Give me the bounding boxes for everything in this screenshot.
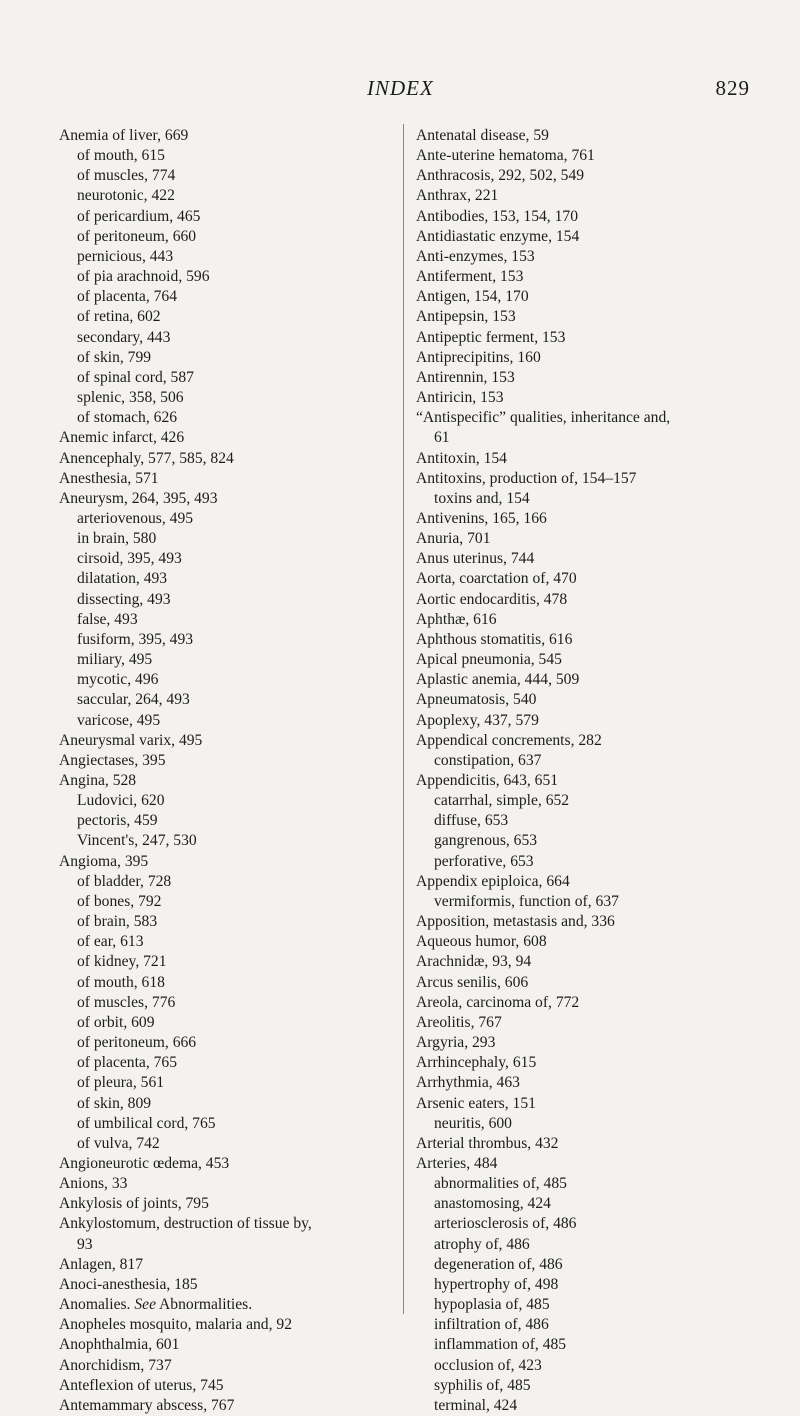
index-entry: Anopheles mosquito, malaria and, 92 (59, 1316, 292, 1334)
index-entry: Ankylostomum, destruction of tissue by, (59, 1215, 312, 1233)
index-subentry: of pleura, 561 (77, 1074, 165, 1092)
index-subentry: of skin, 799 (77, 348, 152, 366)
index-subentry: neurotonic, 422 (77, 187, 175, 205)
index-entry: Antenatal disease, 59 (416, 127, 549, 144)
index-entry-continuation: 61 (434, 429, 450, 447)
index-subentry: inflammation of, 485 (434, 1336, 567, 1354)
index-entry: Aneurysmal varix, 495 (59, 731, 203, 749)
index-subentry: in brain, 580 (77, 530, 157, 548)
index-entry: Arteries, 484 (416, 1154, 498, 1172)
index-subentry: of bones, 792 (77, 892, 162, 910)
index-entry: Anlagen, 817 (59, 1255, 144, 1273)
index-subentry: of pia arachnoid, 596 (77, 268, 210, 286)
index-entry: Appendical concrements, 282 (416, 731, 602, 749)
index-subentry: degeneration of, 486 (434, 1255, 563, 1273)
index-entry: Apposition, metastasis and, 336 (416, 913, 615, 931)
index-entry: Apoplexy, 437, 579 (416, 711, 539, 729)
index-entry: Antirennin, 153 (416, 368, 515, 386)
index-subentry: toxins and, 154 (434, 489, 530, 507)
index-entry: Anophthalmia, 601 (59, 1336, 180, 1354)
index-subentry: syphilis of, 485 (434, 1376, 531, 1394)
index-subentry: of placenta, 765 (77, 1054, 178, 1072)
index-entry: Areola, carcinoma of, 772 (416, 993, 580, 1011)
index-subentry: diffuse, 653 (434, 812, 509, 830)
page-header (0, 76, 800, 106)
index-subentry: of stomach, 626 (77, 409, 178, 427)
index-subentry: of bladder, 728 (77, 872, 172, 890)
index-subentry: pectoris, 459 (77, 812, 158, 830)
index-entry: Anoci-anesthesia, 185 (59, 1275, 198, 1293)
index-subentry: of orbit, 609 (77, 1013, 155, 1031)
index-subentry: terminal, 424 (434, 1396, 518, 1414)
index-entry: Angiectases, 395 (59, 751, 166, 769)
index-subentry: dilatation, 493 (77, 570, 168, 588)
index-entry: Angioneurotic œdema, 453 (59, 1154, 230, 1172)
index-subentry: atrophy of, 486 (434, 1235, 530, 1253)
index-entry: Anti-enzymes, 153 (416, 247, 535, 265)
index-subentry: hypoplasia of, 485 (434, 1296, 550, 1314)
index-subentry: splenic, 358, 506 (77, 389, 184, 407)
index-entry: Anions, 33 (59, 1175, 128, 1193)
index-subentry: of ear, 613 (77, 933, 144, 951)
index-subentry: secondary, 443 (77, 328, 171, 346)
index-entry: Antivenins, 165, 166 (416, 509, 547, 527)
index-subentry: anastomosing, 424 (434, 1195, 551, 1213)
index-entry: Antitoxin, 154 (416, 449, 507, 467)
index-entry: Anus uterinus, 744 (416, 550, 535, 568)
index-entry: Antipeptic ferment, 153 (416, 328, 566, 346)
index-subentry: constipation, 637 (434, 751, 542, 769)
index-subentry: saccular, 264, 493 (77, 691, 190, 709)
index-subentry: occlusion of, 423 (434, 1356, 542, 1374)
index-entry: Apical pneumonia, 545 (416, 651, 562, 669)
index-subentry: neuritis, 600 (434, 1114, 512, 1132)
index-subentry: of skin, 809 (77, 1094, 152, 1112)
index-subentry: hypertrophy of, 498 (434, 1275, 559, 1293)
index-subentry: false, 493 (77, 610, 138, 628)
index-subentry: mycotic, 496 (77, 671, 159, 689)
index-entry: Antitoxins, production of, 154–157 (416, 469, 637, 487)
index-subentry: Ludovici, 620 (77, 792, 165, 810)
index-entry: Areolitis, 767 (416, 1013, 502, 1031)
index-entry: Antigen, 154, 170 (416, 288, 529, 306)
index-subentry: gangrenous, 653 (434, 832, 538, 850)
index-subentry: of placenta, 764 (77, 288, 178, 306)
index-subentry: of brain, 583 (77, 913, 158, 931)
index-entry: Aqueous humor, 608 (416, 933, 547, 951)
index-entry: Anteflexion of uterus, 745 (59, 1376, 224, 1394)
index-entry: Arcus senilis, 606 (416, 973, 529, 991)
index-subentry: vermiformis, function of, 637 (434, 892, 619, 910)
running-title: INDEX (367, 76, 434, 100)
index-subentry: of mouth, 615 (77, 147, 165, 165)
index-subentry: of muscles, 774 (77, 167, 176, 185)
index-column-right (404, 126, 791, 1416)
index-entry: Appendix epiploica, 664 (416, 872, 570, 890)
index-entry: Antibodies, 153, 154, 170 (416, 207, 578, 225)
index-subentry: abnormalities of, 485 (434, 1175, 567, 1193)
index-entry: Arrhythmia, 463 (416, 1074, 520, 1092)
index-subentry: perforative, 653 (434, 852, 534, 870)
index-entry: Aortic endocarditis, 478 (416, 590, 568, 608)
index-entry: Anthracosis, 292, 502, 549 (416, 167, 585, 185)
index-entry: Angina, 528 (59, 772, 137, 789)
index-subentry: varicose, 495 (77, 711, 161, 729)
index-entry: Ante-uterine hematoma, 761 (416, 147, 595, 165)
index-entry: Appendicitis, 643, 651 (416, 772, 559, 789)
index-subentry: of mouth, 618 (77, 973, 165, 991)
index-subentry: arteriovenous, 495 (77, 509, 194, 527)
index-entry: Aphthous stomatitis, 616 (416, 630, 573, 648)
index-entry: Apneumatosis, 540 (416, 691, 537, 709)
index-entry: Anencephaly, 577, 585, 824 (59, 449, 234, 467)
page-number: 829 (715, 76, 750, 100)
index-subentry: of peritoneum, 660 (77, 227, 197, 245)
index-subentry: of retina, 602 (77, 308, 161, 326)
index-entry: Antidiastatic enzyme, 154 (416, 227, 580, 245)
index-entry: Ankylosis of joints, 795 (59, 1195, 209, 1213)
index-entry: Anemia of liver, 669 (59, 127, 189, 144)
index-entry: Antiprecipitins, 160 (416, 348, 541, 366)
index-subentry: fusiform, 395, 493 (77, 630, 194, 648)
index-entry: Argyria, 293 (416, 1034, 496, 1052)
index-subentry: of kidney, 721 (77, 953, 167, 971)
index-entry: Aphthæ, 616 (416, 610, 497, 628)
index-subentry: arteriosclerosis of, 486 (434, 1215, 577, 1233)
index-entry: Angioma, 395 (59, 852, 149, 870)
index-entry: Arachnidæ, 93, 94 (416, 953, 532, 971)
index-subentry: of pericardium, 465 (77, 207, 201, 225)
index-subentry: dissecting, 493 (77, 590, 171, 608)
index-entry: Antiricin, 153 (416, 389, 504, 407)
index-subentry: miliary, 495 (77, 651, 153, 669)
index-entry: Antipepsin, 153 (416, 308, 516, 326)
index-entry: “Antispecific” qualities, inheritance and, (416, 409, 671, 427)
index-subentry: cirsoid, 395, 493 (77, 550, 182, 568)
index-entry: Aneurysm, 264, 395, 493 (59, 489, 218, 507)
index-entry: Arrhincephaly, 615 (416, 1054, 537, 1072)
index-entry: Antemammary abscess, 767 (59, 1396, 235, 1414)
index-entry: Arterial thrombus, 432 (416, 1134, 559, 1152)
index-entry: Aorta, coarctation of, 470 (416, 570, 577, 588)
index-entry: Anthrax, 221 (416, 187, 499, 205)
index-subentry: of umbilical cord, 765 (77, 1114, 216, 1132)
index-entry: Aplastic anemia, 444, 509 (416, 671, 580, 689)
index-entry: Anuria, 701 (416, 530, 491, 548)
index-subentry: catarrhal, simple, 652 (434, 792, 570, 810)
index-subentry: of spinal cord, 587 (77, 368, 194, 386)
index-entry: Arsenic eaters, 151 (416, 1094, 536, 1112)
index-subentry: Vincent's, 247, 530 (77, 832, 197, 850)
index-entry: Anesthesia, 571 (59, 469, 159, 487)
index-entry: Anomalies. See Abnormalities. (59, 1296, 253, 1314)
index-entry: Anemic infarct, 426 (59, 429, 185, 447)
index-entry-continuation: 93 (77, 1235, 93, 1253)
index-subentry: of vulva, 742 (77, 1134, 160, 1152)
index-subentry: of peritoneum, 666 (77, 1034, 197, 1052)
index-column-left (59, 126, 395, 1416)
index-subentry: infiltration of, 486 (434, 1316, 549, 1334)
index-entry: Anorchidism, 737 (59, 1356, 172, 1374)
index-entry: Antiferment, 153 (416, 268, 524, 286)
index-subentry: of muscles, 776 (77, 993, 176, 1011)
index-subentry: pernicious, 443 (77, 247, 174, 265)
